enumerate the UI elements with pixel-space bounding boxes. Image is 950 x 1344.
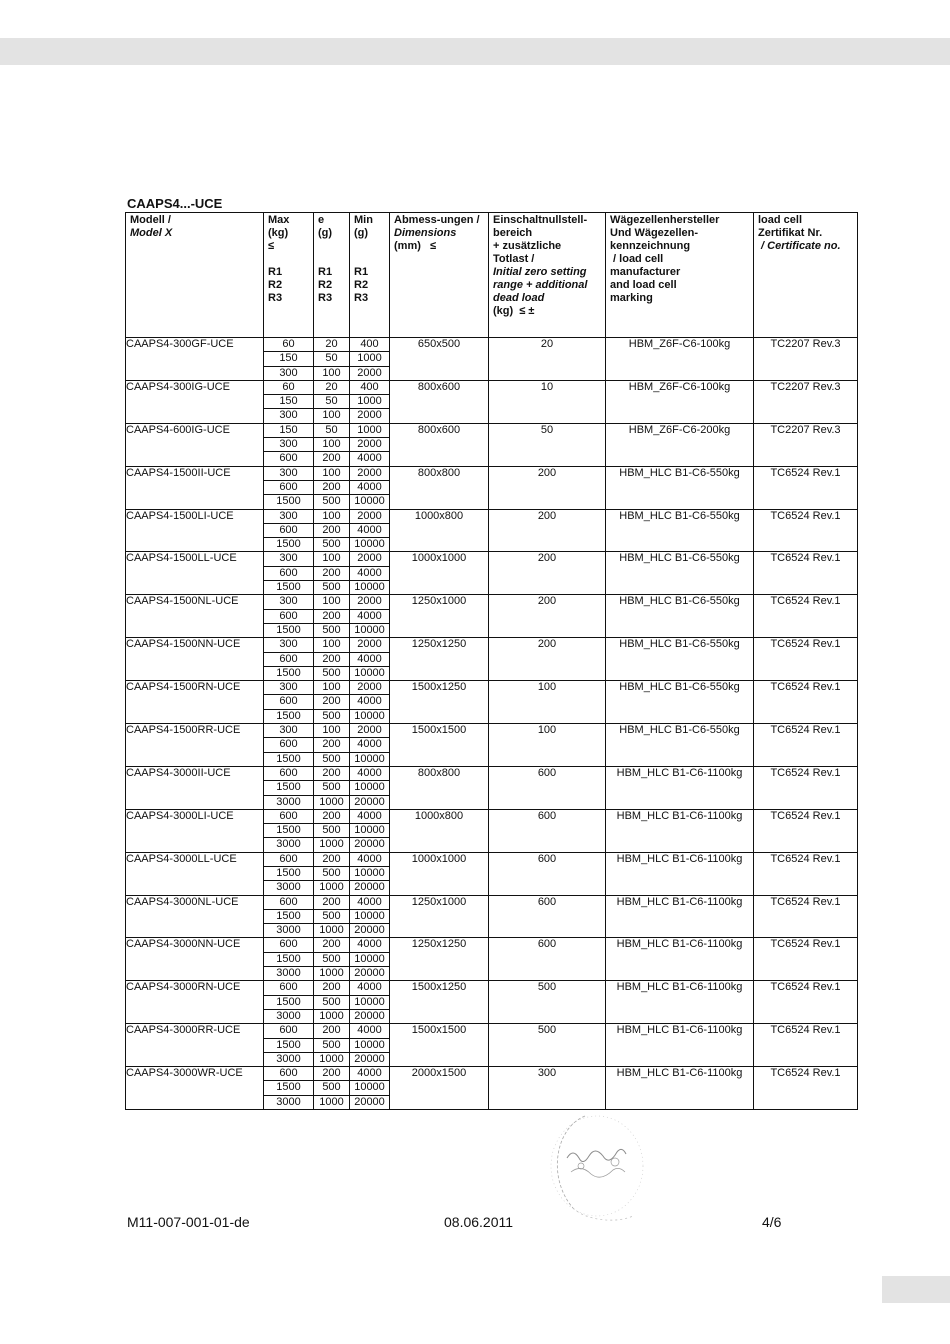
table-row <box>126 380 858 394</box>
zero-setting-cell: 600 <box>489 938 606 981</box>
min-cell: 10000 <box>350 1038 390 1052</box>
max-cell: 150 <box>264 395 314 409</box>
certificate-cell: TC6524 Rev.1 <box>754 724 858 767</box>
min-cell: 4000 <box>350 652 390 666</box>
e-cell: 500 <box>314 781 350 795</box>
max-cell: 3000 <box>264 1009 314 1023</box>
min-cell: 10000 <box>350 495 390 509</box>
min-cell: 1000 <box>350 423 390 437</box>
e-cell: 100 <box>314 438 350 452</box>
zero-setting-cell: 600 <box>489 809 606 852</box>
min-cell: 20000 <box>350 1052 390 1066</box>
max-cell: 1500 <box>264 866 314 880</box>
model-cell: CAAPS4-600IG-UCE <box>126 423 264 466</box>
min-cell: 10000 <box>350 866 390 880</box>
min-cell: 10000 <box>350 538 390 552</box>
min-cell: 2000 <box>350 466 390 480</box>
min-cell: 4000 <box>350 1024 390 1038</box>
e-cell: 50 <box>314 395 350 409</box>
zero-setting-cell: 600 <box>489 895 606 938</box>
zero-setting-cell: 600 <box>489 852 606 895</box>
max-cell: 1500 <box>264 495 314 509</box>
max-cell: 3000 <box>264 795 314 809</box>
table-row <box>126 852 858 866</box>
table-row <box>126 895 858 909</box>
max-cell: 1500 <box>264 666 314 680</box>
load-cell-marking: HBM_HLC B1-C6-550kg <box>606 638 754 681</box>
e-cell: 100 <box>314 466 350 480</box>
certificate-cell: TC6524 Rev.1 <box>754 1024 858 1067</box>
zero-setting-cell: 100 <box>489 681 606 724</box>
zero-setting-cell: 500 <box>489 1024 606 1067</box>
max-cell: 3000 <box>264 924 314 938</box>
e-cell: 500 <box>314 1081 350 1095</box>
model-cell: CAAPS4-1500RR-UCE <box>126 724 264 767</box>
dimensions-cell: 1500x1250 <box>390 681 489 724</box>
max-cell: 60 <box>264 338 314 352</box>
dimensions-cell: 800x600 <box>390 380 489 423</box>
max-cell: 300 <box>264 509 314 523</box>
e-cell: 200 <box>314 895 350 909</box>
e-cell: 100 <box>314 595 350 609</box>
min-cell: 10000 <box>350 1081 390 1095</box>
model-cell: CAAPS4-3000RR-UCE <box>126 1024 264 1067</box>
dimensions-cell: 1500x1250 <box>390 981 489 1024</box>
dimensions-cell: 1250x1000 <box>390 595 489 638</box>
min-cell: 2000 <box>350 724 390 738</box>
zero-setting-cell: 200 <box>489 638 606 681</box>
max-cell: 1500 <box>264 909 314 923</box>
certificate-cell: TC2207 Rev.3 <box>754 423 858 466</box>
min-cell: 10000 <box>350 709 390 723</box>
zero-setting-cell: 200 <box>489 509 606 552</box>
model-cell: CAAPS4-1500RN-UCE <box>126 681 264 724</box>
e-cell: 500 <box>314 952 350 966</box>
certificate-cell: TC6524 Rev.1 <box>754 595 858 638</box>
e-cell: 200 <box>314 452 350 466</box>
dimensions-cell: 1000x1000 <box>390 552 489 595</box>
e-cell: 200 <box>314 1067 350 1081</box>
min-cell: 2000 <box>350 638 390 652</box>
certificate-cell: TC6524 Rev.1 <box>754 466 858 509</box>
dimensions-cell: 1000x1000 <box>390 852 489 895</box>
min-cell: 4000 <box>350 695 390 709</box>
zero-setting-cell: 200 <box>489 466 606 509</box>
max-cell: 300 <box>264 466 314 480</box>
min-cell: 4000 <box>350 852 390 866</box>
e-cell: 200 <box>314 695 350 709</box>
e-cell: 200 <box>314 766 350 780</box>
table-row <box>126 809 858 823</box>
max-cell: 150 <box>264 352 314 366</box>
max-cell: 1500 <box>264 824 314 838</box>
e-cell: 20 <box>314 338 350 352</box>
min-cell: 2000 <box>350 595 390 609</box>
load-cell-marking: HBM_HLC B1-C6-1100kg <box>606 981 754 1024</box>
e-cell: 200 <box>314 566 350 580</box>
min-cell: 10000 <box>350 781 390 795</box>
header-dimensions: Abmess-ungen / Dimensions (mm) ≤ <box>390 213 489 338</box>
load-cell-marking: HBM_Z6F-C6-200kg <box>606 423 754 466</box>
table-row <box>126 552 858 566</box>
min-cell: 20000 <box>350 795 390 809</box>
max-cell: 1500 <box>264 623 314 637</box>
load-cell-marking: HBM_HLC B1-C6-1100kg <box>606 852 754 895</box>
model-cell: CAAPS4-1500LI-UCE <box>126 509 264 552</box>
dimensions-cell: 1000x800 <box>390 809 489 852</box>
min-cell: 4000 <box>350 609 390 623</box>
certificate-cell: TC6524 Rev.1 <box>754 852 858 895</box>
table-row <box>126 1067 858 1081</box>
certificate-cell: TC2207 Rev.3 <box>754 380 858 423</box>
load-cell-marking: HBM_HLC B1-C6-550kg <box>606 552 754 595</box>
table-row <box>126 681 858 695</box>
zero-setting-cell: 200 <box>489 552 606 595</box>
header-max: Max (kg) ≤ R1 R2 R3 <box>264 213 314 338</box>
certificate-cell: TC6524 Rev.1 <box>754 981 858 1024</box>
e-cell: 500 <box>314 752 350 766</box>
max-cell: 300 <box>264 724 314 738</box>
load-cell-marking: HBM_HLC B1-C6-1100kg <box>606 895 754 938</box>
certificate-cell: TC6524 Rev.1 <box>754 895 858 938</box>
e-cell: 1000 <box>314 1009 350 1023</box>
load-cell-marking: HBM_Z6F-C6-100kg <box>606 380 754 423</box>
e-cell: 1000 <box>314 1095 350 1109</box>
e-cell: 500 <box>314 495 350 509</box>
max-cell: 300 <box>264 552 314 566</box>
e-cell: 20 <box>314 380 350 394</box>
max-cell: 3000 <box>264 1095 314 1109</box>
footer-page-number: 4/6 <box>762 1214 782 1230</box>
max-cell: 300 <box>264 681 314 695</box>
stamp-seal <box>545 1108 655 1228</box>
max-cell: 300 <box>264 595 314 609</box>
model-cell: CAAPS4-3000LL-UCE <box>126 852 264 895</box>
max-cell: 3000 <box>264 838 314 852</box>
model-cell: CAAPS4-3000II-UCE <box>126 766 264 809</box>
certificate-cell: TC6524 Rev.1 <box>754 509 858 552</box>
max-cell: 600 <box>264 981 314 995</box>
max-cell: 600 <box>264 766 314 780</box>
min-cell: 400 <box>350 380 390 394</box>
e-cell: 500 <box>314 995 350 1009</box>
model-cell: CAAPS4-3000NL-UCE <box>126 895 264 938</box>
e-cell: 200 <box>314 738 350 752</box>
table-body <box>126 338 858 1110</box>
header-model: Modell / Model X <box>126 213 264 338</box>
min-cell: 4000 <box>350 766 390 780</box>
dimensions-cell: 1500x1500 <box>390 1024 489 1067</box>
dimensions-cell: 800x800 <box>390 466 489 509</box>
min-cell: 2000 <box>350 366 390 380</box>
e-cell: 500 <box>314 623 350 637</box>
max-cell: 600 <box>264 1024 314 1038</box>
min-cell: 10000 <box>350 909 390 923</box>
zero-setting-cell: 200 <box>489 595 606 638</box>
dimensions-cell: 800x800 <box>390 766 489 809</box>
e-cell: 500 <box>314 538 350 552</box>
max-cell: 3000 <box>264 967 314 981</box>
e-cell: 100 <box>314 681 350 695</box>
zero-setting-cell: 500 <box>489 981 606 1024</box>
zero-setting-cell: 100 <box>489 724 606 767</box>
min-cell: 10000 <box>350 752 390 766</box>
min-cell: 4000 <box>350 523 390 537</box>
e-cell: 1000 <box>314 881 350 895</box>
dimensions-cell: 800x600 <box>390 423 489 466</box>
certificate-cell: TC6524 Rev.1 <box>754 552 858 595</box>
zero-setting-cell: 600 <box>489 766 606 809</box>
header-row <box>126 213 858 338</box>
table-row <box>126 338 858 352</box>
certificate-cell: TC6524 Rev.1 <box>754 1067 858 1110</box>
max-cell: 600 <box>264 695 314 709</box>
max-cell: 1500 <box>264 538 314 552</box>
header-min: Min (g) R1 R2 R3 <box>350 213 390 338</box>
min-cell: 4000 <box>350 452 390 466</box>
zero-setting-cell: 10 <box>489 380 606 423</box>
max-cell: 1500 <box>264 952 314 966</box>
table-row <box>126 509 858 523</box>
min-cell: 20000 <box>350 881 390 895</box>
max-cell: 150 <box>264 423 314 437</box>
min-cell: 4000 <box>350 566 390 580</box>
e-cell: 1000 <box>314 967 350 981</box>
e-cell: 200 <box>314 981 350 995</box>
load-cell-marking: HBM_HLC B1-C6-550kg <box>606 595 754 638</box>
e-cell: 200 <box>314 609 350 623</box>
header-e: e (g) R1 R2 R3 <box>314 213 350 338</box>
max-cell: 1500 <box>264 709 314 723</box>
e-cell: 50 <box>314 423 350 437</box>
min-cell: 2000 <box>350 509 390 523</box>
min-cell: 4000 <box>350 738 390 752</box>
max-cell: 1500 <box>264 1081 314 1095</box>
certificate-table <box>125 212 858 1110</box>
min-cell: 400 <box>350 338 390 352</box>
header-certificate: load cell Zertifikat Nr. / Certificate no. <box>754 213 858 338</box>
min-cell: 2000 <box>350 552 390 566</box>
max-cell: 60 <box>264 380 314 394</box>
e-cell: 100 <box>314 509 350 523</box>
certificate-cell: TC2207 Rev.3 <box>754 338 858 381</box>
table-row <box>126 595 858 609</box>
e-cell: 200 <box>314 1024 350 1038</box>
min-cell: 10000 <box>350 952 390 966</box>
e-cell: 500 <box>314 1038 350 1052</box>
e-cell: 500 <box>314 709 350 723</box>
min-cell: 4000 <box>350 809 390 823</box>
load-cell-marking: HBM_HLC B1-C6-550kg <box>606 724 754 767</box>
min-cell: 20000 <box>350 1009 390 1023</box>
max-cell: 1500 <box>264 581 314 595</box>
max-cell: 600 <box>264 809 314 823</box>
min-cell: 4000 <box>350 981 390 995</box>
model-cell: CAAPS4-1500NL-UCE <box>126 595 264 638</box>
e-cell: 500 <box>314 909 350 923</box>
table-row <box>126 724 858 738</box>
e-cell: 200 <box>314 852 350 866</box>
e-cell: 200 <box>314 652 350 666</box>
min-cell: 20000 <box>350 967 390 981</box>
max-cell: 600 <box>264 523 314 537</box>
e-cell: 200 <box>314 809 350 823</box>
e-cell: 500 <box>314 666 350 680</box>
model-cell: CAAPS4-3000LI-UCE <box>126 809 264 852</box>
certificate-cell: TC6524 Rev.1 <box>754 938 858 981</box>
load-cell-marking: HBM_HLC B1-C6-1100kg <box>606 1024 754 1067</box>
min-cell: 10000 <box>350 666 390 680</box>
e-cell: 100 <box>314 638 350 652</box>
header-zero-setting: Einschaltnullstell- bereich + zusätzliche Totlast / Initial zero setting range + additional dead load (kg) ≤ ± <box>489 213 606 338</box>
dimensions-cell: 1500x1500 <box>390 724 489 767</box>
section-title: CAAPS4...-UCE <box>127 196 223 211</box>
max-cell: 1500 <box>264 995 314 1009</box>
model-cell: CAAPS4-3000NN-UCE <box>126 938 264 981</box>
max-cell: 600 <box>264 1067 314 1081</box>
e-cell: 100 <box>314 366 350 380</box>
load-cell-marking: HBM_HLC B1-C6-550kg <box>606 509 754 552</box>
footer-date: 08.06.2011 <box>444 1214 514 1230</box>
table-row <box>126 638 858 652</box>
certificate-cell: TC6524 Rev.1 <box>754 638 858 681</box>
min-cell: 2000 <box>350 409 390 423</box>
max-cell: 300 <box>264 438 314 452</box>
e-cell: 500 <box>314 824 350 838</box>
max-cell: 600 <box>264 566 314 580</box>
e-cell: 100 <box>314 552 350 566</box>
max-cell: 1500 <box>264 781 314 795</box>
e-cell: 1000 <box>314 795 350 809</box>
max-cell: 600 <box>264 738 314 752</box>
header-manufacturer: Wägezellenhersteller Und Wägezellen- kennzeichnung / load cell manufacturer and load cell marking <box>606 213 754 338</box>
min-cell: 4000 <box>350 1067 390 1081</box>
max-cell: 600 <box>264 652 314 666</box>
load-cell-marking: HBM_HLC B1-C6-550kg <box>606 466 754 509</box>
max-cell: 300 <box>264 409 314 423</box>
min-cell: 2000 <box>350 681 390 695</box>
table-row <box>126 466 858 480</box>
certificate-cell: TC6524 Rev.1 <box>754 809 858 852</box>
load-cell-marking: HBM_HLC B1-C6-550kg <box>606 681 754 724</box>
model-cell: CAAPS4-1500NN-UCE <box>126 638 264 681</box>
min-cell: 10000 <box>350 824 390 838</box>
e-cell: 200 <box>314 523 350 537</box>
model-cell: CAAPS4-300GF-UCE <box>126 338 264 381</box>
max-cell: 1500 <box>264 1038 314 1052</box>
max-cell: 300 <box>264 638 314 652</box>
e-cell: 200 <box>314 480 350 494</box>
e-cell: 500 <box>314 581 350 595</box>
load-cell-marking: HBM_HLC B1-C6-1100kg <box>606 1067 754 1110</box>
load-cell-marking: HBM_HLC B1-C6-1100kg <box>606 809 754 852</box>
e-cell: 100 <box>314 724 350 738</box>
load-cell-marking: HBM_HLC B1-C6-1100kg <box>606 766 754 809</box>
dimensions-cell: 1250x1250 <box>390 638 489 681</box>
max-cell: 600 <box>264 480 314 494</box>
min-cell: 4000 <box>350 938 390 952</box>
model-cell: CAAPS4-300IG-UCE <box>126 380 264 423</box>
dimensions-cell: 2000x1500 <box>390 1067 489 1110</box>
max-cell: 3000 <box>264 1052 314 1066</box>
max-cell: 600 <box>264 938 314 952</box>
dimensions-cell: 1250x1000 <box>390 895 489 938</box>
top-band <box>0 38 950 65</box>
min-cell: 20000 <box>350 924 390 938</box>
min-cell: 4000 <box>350 895 390 909</box>
dimensions-cell: 1000x800 <box>390 509 489 552</box>
e-cell: 1000 <box>314 1052 350 1066</box>
min-cell: 10000 <box>350 623 390 637</box>
e-cell: 200 <box>314 938 350 952</box>
max-cell: 600 <box>264 452 314 466</box>
table-row <box>126 423 858 437</box>
e-cell: 1000 <box>314 838 350 852</box>
max-cell: 600 <box>264 609 314 623</box>
min-cell: 20000 <box>350 838 390 852</box>
max-cell: 600 <box>264 895 314 909</box>
zero-setting-cell: 300 <box>489 1067 606 1110</box>
table-row <box>126 1024 858 1038</box>
min-cell: 20000 <box>350 1095 390 1109</box>
zero-setting-cell: 50 <box>489 423 606 466</box>
min-cell: 1000 <box>350 395 390 409</box>
load-cell-marking: HBM_HLC B1-C6-1100kg <box>606 938 754 981</box>
e-cell: 1000 <box>314 924 350 938</box>
max-cell: 600 <box>264 852 314 866</box>
dimensions-cell: 1250x1250 <box>390 938 489 981</box>
model-cell: CAAPS4-3000WR-UCE <box>126 1067 264 1110</box>
max-cell: 3000 <box>264 881 314 895</box>
corner-tab <box>882 1276 950 1303</box>
min-cell: 10000 <box>350 581 390 595</box>
model-cell: CAAPS4-1500II-UCE <box>126 466 264 509</box>
e-cell: 100 <box>314 409 350 423</box>
model-cell: CAAPS4-3000RN-UCE <box>126 981 264 1024</box>
table-row <box>126 766 858 780</box>
certificate-cell: TC6524 Rev.1 <box>754 681 858 724</box>
table-row <box>126 938 858 952</box>
load-cell-marking: HBM_Z6F-C6-100kg <box>606 338 754 381</box>
min-cell: 10000 <box>350 995 390 1009</box>
footer-document-number: M11-007-001-01-de <box>127 1214 250 1230</box>
zero-setting-cell: 20 <box>489 338 606 381</box>
max-cell: 300 <box>264 366 314 380</box>
model-cell: CAAPS4-1500LL-UCE <box>126 552 264 595</box>
min-cell: 4000 <box>350 480 390 494</box>
table-row <box>126 981 858 995</box>
e-cell: 50 <box>314 352 350 366</box>
min-cell: 1000 <box>350 352 390 366</box>
e-cell: 500 <box>314 866 350 880</box>
certificate-cell: TC6524 Rev.1 <box>754 766 858 809</box>
dimensions-cell: 650x500 <box>390 338 489 381</box>
min-cell: 2000 <box>350 438 390 452</box>
max-cell: 1500 <box>264 752 314 766</box>
